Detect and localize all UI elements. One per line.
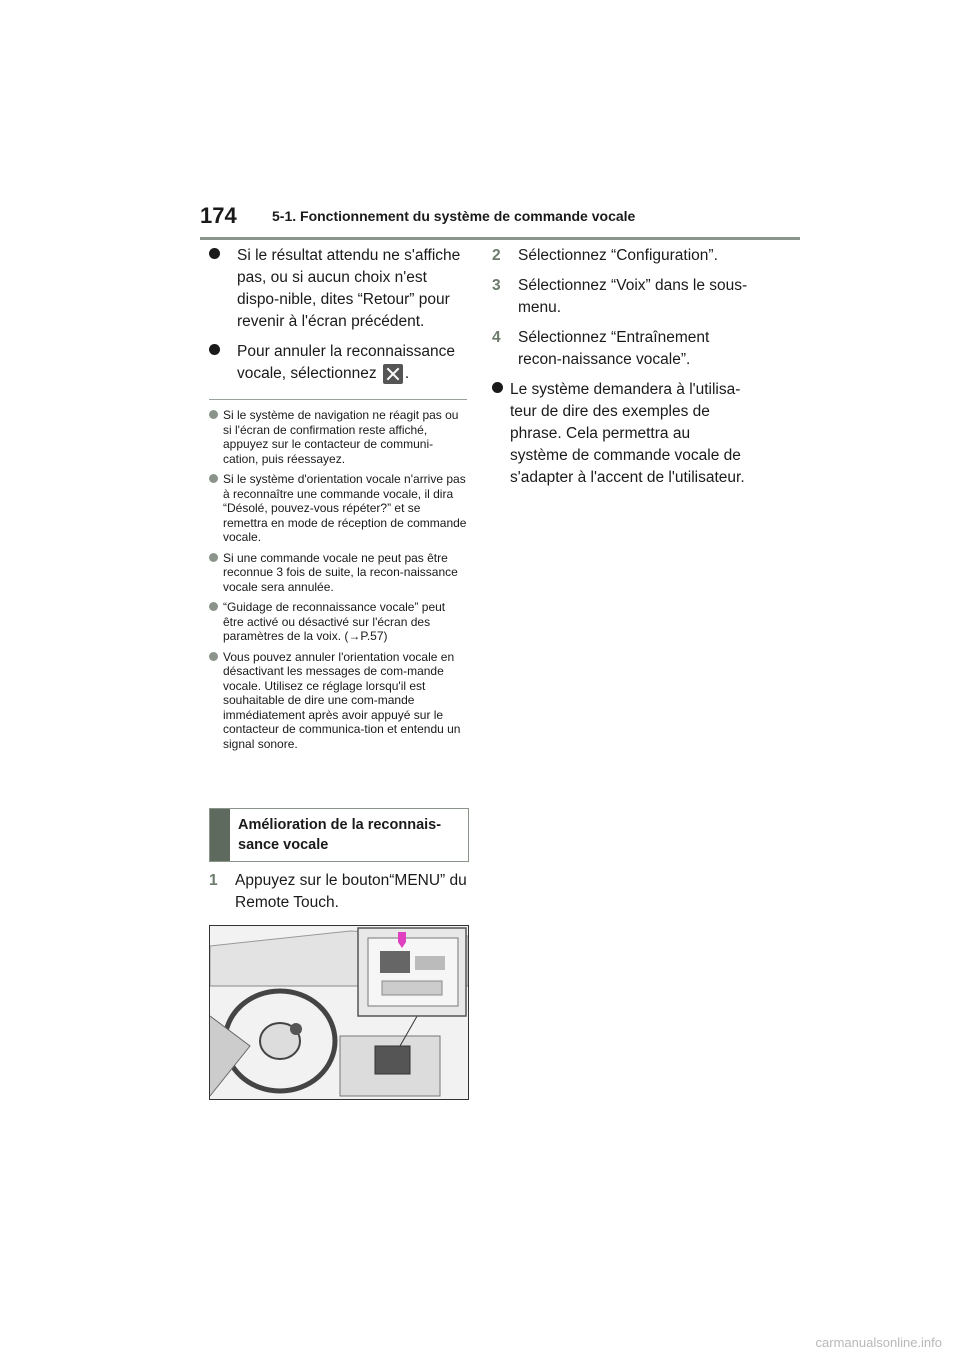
chapter-title: 5-1. Fonctionnement du système de commande vocale [272,208,636,224]
step-text: Sélectionnez “Configuration”. [518,247,718,264]
page-header [200,203,800,240]
step-item [492,245,752,267]
close-x-icon [383,364,403,384]
bullet-icon [209,410,218,419]
left-column [209,245,467,393]
bullet-icon [492,382,503,393]
notes-section [209,399,467,757]
step-number: 4 [492,329,501,346]
bullet-item: Le système demandera à l'utilisa-teur de dire des exemples de phrase. Cela permettra au système de commande vocale de s'adapter à l'accent de l'utilisateur. [492,379,752,489]
step-1-container [209,870,467,922]
footer-watermark: carmanualsonline.info [815,1335,942,1350]
step-text: Sélectionnez “Voix” dans le sous-menu. [518,277,748,316]
dashboard-illustration [209,925,469,1100]
step-number: 2 [492,247,501,264]
note-item: Si le système d'orientation vocale n'arrive pas à reconnaître une commande vocale, il dira “Désolé, pouvez-vous répéter?” et se remettra en mode de réception de commande vocale. [209,472,467,545]
step-item [492,275,752,319]
section-heading-box [209,808,469,862]
step-item [209,870,467,914]
bullet-icon [209,553,218,562]
step-text: Sélectionnez “Entraînement recon-naissance vocale”. [518,329,710,368]
step-number: 1 [209,872,218,889]
bullet-icon [209,344,220,355]
note-item: Si le système de navigation ne réagit pas ou si l'écran de confirmation reste affiché, appuyez sur le contacteur de communi-cation, puis réessayez. [209,408,467,466]
bullet-icon [209,602,218,611]
bullet-icon [209,248,220,259]
step-text: Appuyez sur le bouton“MENU” du Remote Touch. [235,872,467,911]
right-column [492,245,752,497]
note-item: Si une commande vocale ne peut pas être reconnue 3 fois de suite, la recon-naissance vocale sera annulée. [209,551,467,595]
note-item: “Guidage de reconnaissance vocale” peut être activé ou désactivé sur l'écran des paramètres de la voix. (→P.57) [209,600,467,644]
note-item: Vous pouvez annuler l'orientation vocale en désactivant les messages de com-mande vocale. Utilisez ce réglage lorsqu'il est souhaitable de dire une com-mande immédiatement après avoir appuyé sur le contacteur de communica-tion et entendu un signal sonore. [209,650,467,752]
bullet-item: Pour annuler la reconnaissance vocale, sélectionnez . [209,341,467,385]
bullet-icon [209,474,218,483]
section-title: Amélioration de la reconnais-sance vocale [238,817,442,853]
dashboard-drawing [210,926,468,1099]
section-bar [210,809,230,861]
page-number: 174 [200,203,237,228]
bullet-icon [209,652,218,661]
step-item [492,327,752,371]
step-number: 3 [492,277,501,294]
bullet-item: Si le résultat attendu ne s'affiche pas, ou si aucun choix n'est dispo-nible, dites “Retour” pour revenir à l'écran précédent. [209,245,467,333]
